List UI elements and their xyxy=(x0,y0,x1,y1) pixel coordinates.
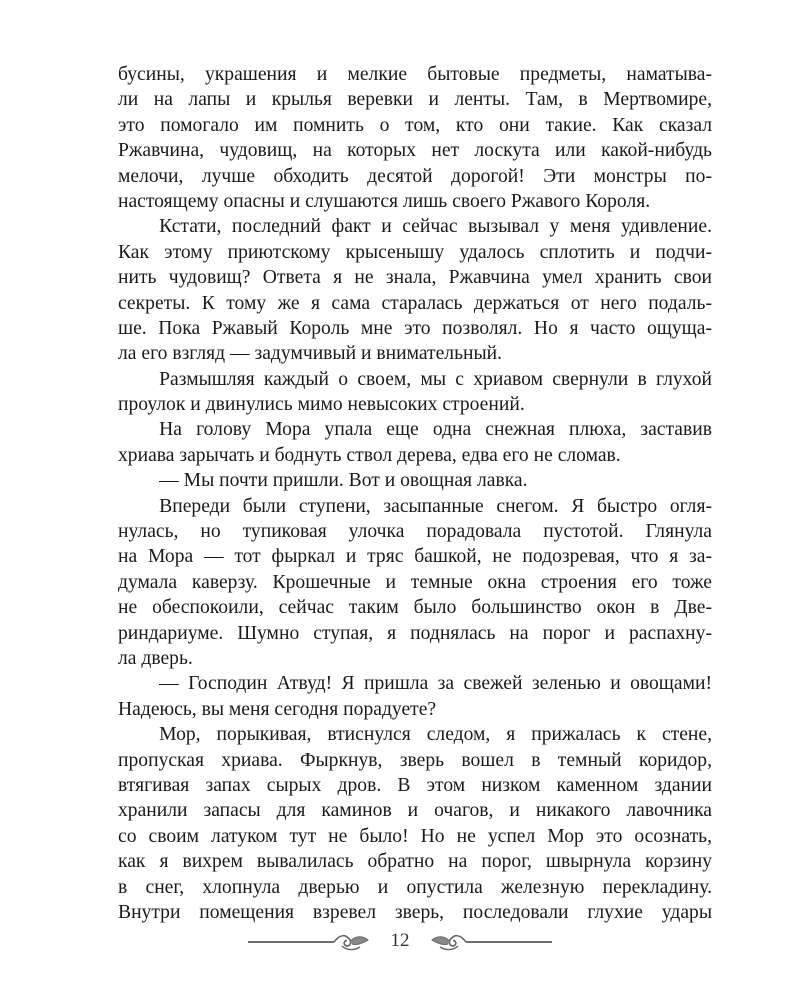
paragraph-first-line: Кстати, последний факт и сейчас вызывал у меня удивление. xyxy=(159,216,712,238)
text-line: риндариуме. Шумно ступая, я поднялась на порог и распахну- xyxy=(118,622,712,644)
text-line: ли на лапы и крылья веревки и ленты. Там, в Мертвомире, xyxy=(118,89,712,111)
page-number: 12 xyxy=(390,930,410,951)
paragraph-first-line: — Мы почти пришли. Вот и овощная лавка. xyxy=(159,470,528,492)
text-line: втягивая запах сырых дров. В этом низком каменном здании xyxy=(118,774,712,796)
paragraph-first-line: Размышляя каждый о своем, мы с хриавом свернули в глухой xyxy=(159,368,712,390)
text-line: Как этому приютскому крысенышу удалось сплотить и подчи- xyxy=(118,241,712,263)
text-line: на Мора — тот фыркал и тряс башкой, не подозревая, что я за- xyxy=(118,546,712,568)
paragraph-first-line: — Господин Атвуд! Я пришла за свежей зеленью и овощами! xyxy=(159,673,712,695)
text-line: настоящему опасны и слушаются лишь своего Ржавого Короля. xyxy=(118,190,651,212)
body-text xyxy=(118,62,712,925)
text-line: это помогало им помнить о том, кто они такие. Как сказал xyxy=(118,114,712,136)
paragraph-first-line: Впереди были ступени, засыпанные снегом. Я быстро огля- xyxy=(159,495,712,517)
page-footer xyxy=(0,926,800,956)
text-line: со своим латуком тут не было! Но не успел Мор это осознать, xyxy=(118,825,712,847)
text-line: секреты. К тому же я сама старалась держаться от него подаль- xyxy=(118,292,712,314)
footer-rule-left xyxy=(248,941,334,943)
text-line: пропуская хриава. Фыркнув, зверь вошел в темный коридор, xyxy=(118,749,712,771)
text-line: ла его взгляд — задумчивый и внимательный. xyxy=(118,343,503,365)
text-line: Надеюсь, вы меня сегодня порадуете? xyxy=(118,698,437,720)
text-line: Ржавчина, чудовищ, на которых нет лоскута или какой-нибудь xyxy=(118,140,712,162)
text-line: проулок и двинулись мимо невысоких строений. xyxy=(118,394,525,416)
footer-rule-right xyxy=(466,941,552,943)
text-line: хранили запасы для каминов и очагов, и никакого лавочника xyxy=(118,800,712,822)
text-line: не обеспокоили, сейчас таким было большинство окон в Две- xyxy=(118,597,712,619)
text-line: в снег, хлопнула дверью и опустила железную перекладину. xyxy=(118,876,712,898)
text-line: мелочи, лучше обходить десятой дорогой! Эти монстры по- xyxy=(118,165,712,187)
text-line: Внутри помещения взревел зверь, последовали глухие удары xyxy=(118,901,712,923)
text-line: ше. Пока Ржавый Король мне это позволял. Но я часто ощуща- xyxy=(118,317,712,339)
paragraph-first-line: На голову Мора упала еще одна снежная плюха, заставив xyxy=(159,419,712,441)
text-line: нить чудовищ? Ответа я не знала, Ржавчина умел хранить свои xyxy=(118,267,712,289)
text-line: нулась, но тупиковая улочка порадовала пустотой. Глянула xyxy=(118,521,712,543)
flourish-ornament-left-icon xyxy=(332,930,372,954)
text-line: бусины, украшения и мелкие бытовые предметы, наматыва- xyxy=(118,64,712,85)
text-line: ла дверь. xyxy=(118,647,193,669)
text-line: как я вихрем вывалилась обратно на порог, швырнула корзину xyxy=(118,851,712,873)
paragraph-first-line: Мор, порыкивая, втиснулся следом, я прижалась к стене, xyxy=(159,724,712,746)
text-line: думала каверзу. Крошечные и темные окна строения его тоже xyxy=(118,571,712,593)
flourish-ornament-right-icon xyxy=(428,930,468,954)
text-line: хриава зарычать и боднуть ствол дерева, едва его не сломав. xyxy=(118,444,621,466)
